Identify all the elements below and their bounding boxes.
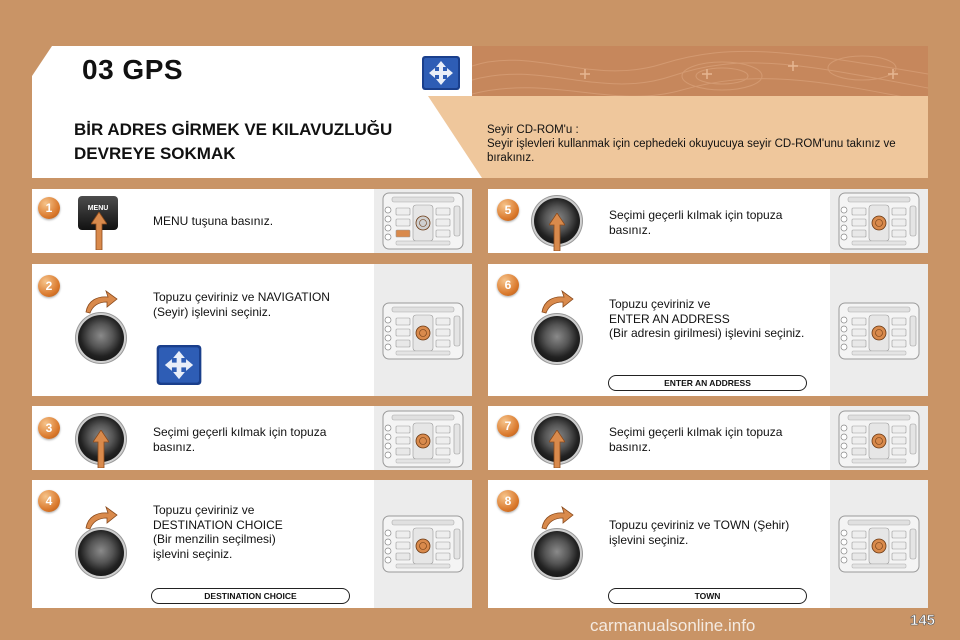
radio-front-panel-icon <box>838 515 920 573</box>
step-5-text: Seçimi geçerli kılmak için topuza basınız. <box>609 208 783 237</box>
knob-icon <box>534 531 580 577</box>
menu-button-icon: MENU <box>78 196 118 230</box>
step-badge-2: 2 <box>38 275 60 297</box>
town-pill: TOWN <box>608 588 807 604</box>
knob-icon <box>78 315 124 361</box>
rotate-arrow-icon <box>540 506 574 530</box>
radio-front-panel-icon <box>382 302 464 360</box>
press-arrow-icon <box>549 430 565 468</box>
enter-address-pill: ENTER AN ADDRESS <box>608 375 807 391</box>
step-6-text: Topuzu çeviriniz ve ENTER AN ADDRESS (Bir adresin girilmesi) işlevini seçiniz. <box>609 297 805 340</box>
press-arrow-icon <box>93 430 109 468</box>
step-8-text: Topuzu çeviriniz ve TOWN (Şehir) işlevini seçiniz. <box>609 518 790 547</box>
press-arrow-icon <box>91 212 107 250</box>
rotate-arrow-icon <box>540 290 574 314</box>
step-badge-4: 4 <box>38 490 60 512</box>
step-badge-6: 6 <box>497 274 519 296</box>
rotate-arrow-icon <box>84 506 118 530</box>
step-4-text: Topuzu çeviriniz ve DESTINATION CHOICE (Bir menzilin seçilmesi) işlevini seçiniz. <box>153 503 283 561</box>
radio-front-panel-icon <box>382 192 464 250</box>
radio-front-panel-icon <box>838 192 920 250</box>
radio-front-panel-icon <box>838 302 920 360</box>
page-title: BİR ADRES GİRMEK VE KILAVUZLUĞU DEVREYE SOKMAK <box>74 120 393 163</box>
destination-choice-pill: DESTINATION CHOICE <box>151 588 350 604</box>
step-3-text: Seçimi geçerli kılmak için topuza basınız. <box>153 425 327 454</box>
radio-front-panel-icon <box>838 410 920 468</box>
step-badge-3: 3 <box>38 417 60 439</box>
knob-icon <box>78 530 124 576</box>
step-badge-1: 1 <box>38 197 60 219</box>
step-badge-8: 8 <box>497 490 519 512</box>
cd-rom-note: Seyir CD-ROM'u : Seyir işlevleri kullanmak için cephedeki okuyucuya seyir CD-ROM'unu takınız ve bırakınız. <box>487 124 896 164</box>
navigation-crosshair-icon <box>422 56 460 90</box>
step-badge-5: 5 <box>497 199 519 221</box>
page-number: 145 <box>910 612 936 629</box>
step-2-text: Topuzu çeviriniz ve NAVIGATION (Seyir) işlevini seçiniz. <box>153 290 330 319</box>
step-7-text: Seçimi geçerli kılmak için topuza basınız. <box>609 425 783 454</box>
watermark: carmanualsonline.info <box>590 616 756 635</box>
radio-front-panel-icon <box>382 515 464 573</box>
navigation-crosshair-icon <box>156 345 202 385</box>
knob-icon <box>534 316 580 362</box>
step-1-text: MENU tuşuna basınız. <box>153 214 274 228</box>
chapter-title: 03 GPS <box>82 54 184 85</box>
step-badge-7: 7 <box>497 415 519 437</box>
rotate-arrow-icon <box>84 290 118 314</box>
radio-front-panel-icon <box>382 410 464 468</box>
press-arrow-icon <box>549 213 565 251</box>
